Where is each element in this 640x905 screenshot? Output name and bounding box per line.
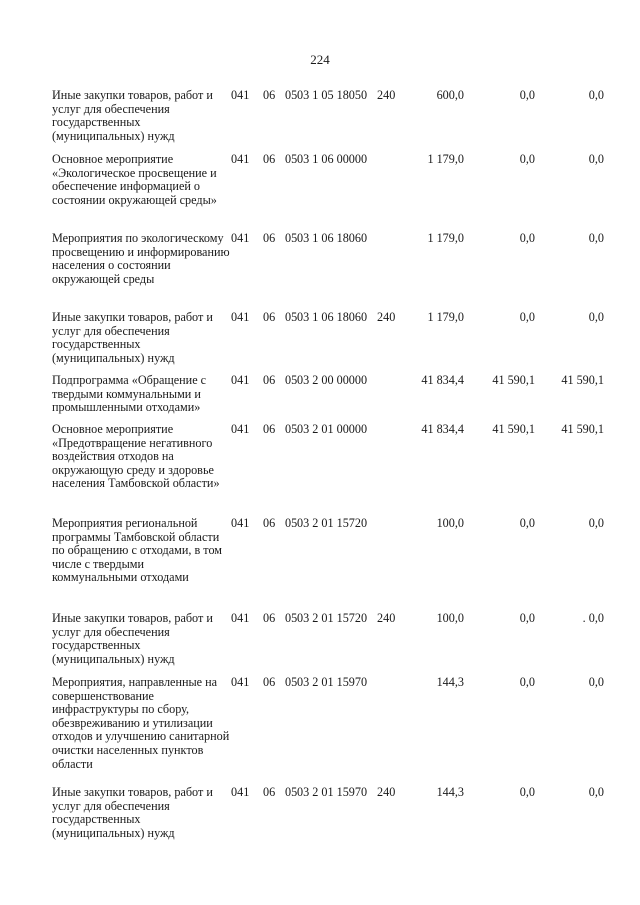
amount-year-1: 100,0 <box>436 611 464 625</box>
amount-year-3: 0,0 <box>588 785 604 799</box>
amount-year-2: 41 590,1 <box>492 373 535 387</box>
ministry-code: 041 <box>231 231 250 245</box>
subsection-code: 05 <box>285 675 298 689</box>
target-article-code: 03 2 01 15720 <box>297 516 368 530</box>
expense-type-code: 240 <box>377 611 396 625</box>
subsection-code: 05 <box>285 231 298 245</box>
amount-year-2: 0,0 <box>519 516 535 530</box>
ministry-code: 041 <box>231 373 250 387</box>
section-code: 06 <box>263 785 276 799</box>
row-name: Иные закупки товаров, работ и услуг для обеспечения государственных (муниципальных) нужд <box>52 310 213 365</box>
target-article-code: 03 1 05 18050 <box>297 88 368 102</box>
expense-type-code: 240 <box>377 310 396 324</box>
row-name: Основное мероприятие «Экологическое просвещение и обеспечение информацией о состоянии окружающей среды» <box>52 152 217 207</box>
ministry-code: 041 <box>231 310 250 324</box>
section-code: 06 <box>263 88 276 102</box>
amount-year-1: 144,3 <box>436 675 464 689</box>
row-name: Иные закупки товаров, работ и услуг для обеспечения государственных (муниципальных) нужд <box>52 785 213 840</box>
target-article-code: 03 1 06 18060 <box>297 310 368 324</box>
amount-year-3: 0,0 <box>588 231 604 245</box>
section-code: 06 <box>263 422 276 436</box>
amount-year-1: 600,0 <box>436 88 464 102</box>
amount-year-1: 144,3 <box>436 785 464 799</box>
amount-year-2: 41 590,1 <box>492 422 535 436</box>
amount-year-3: 0,0 <box>588 88 604 102</box>
subsection-code: 05 <box>285 785 298 799</box>
row-name: Подпрограмма «Обращение с твердыми коммунальными и промышленными отходами» <box>52 373 207 415</box>
target-article-code: 03 2 01 15970 <box>297 785 368 799</box>
section-code: 06 <box>263 152 276 166</box>
target-article-code: 03 1 06 18060 <box>297 231 368 245</box>
amount-year-2: 0,0 <box>519 310 535 324</box>
subsection-code: 05 <box>285 516 298 530</box>
row-name: Основное мероприятие «Предотвращение негативного воздействия отходов на окружающую среду и здоровье населения Тамбовской области» <box>52 422 220 491</box>
ministry-code: 041 <box>231 152 250 166</box>
target-article-code: 03 2 01 15970 <box>297 675 368 689</box>
section-code: 06 <box>263 373 276 387</box>
expense-type-code: 240 <box>377 88 396 102</box>
ministry-code: 041 <box>231 675 250 689</box>
ministry-code: 041 <box>231 785 250 799</box>
amount-year-1: 41 834,4 <box>421 422 464 436</box>
subsection-code: 05 <box>285 152 298 166</box>
amount-year-3: 0,0 <box>588 310 604 324</box>
amount-year-2: 0,0 <box>519 231 535 245</box>
amount-year-2: 0,0 <box>519 675 535 689</box>
amount-year-3: 0,0 <box>588 675 604 689</box>
target-article-code: 03 2 01 15720 <box>297 611 368 625</box>
ministry-code: 041 <box>231 516 250 530</box>
section-code: 06 <box>263 611 276 625</box>
amount-year-2: 0,0 <box>519 611 535 625</box>
target-article-code: 03 2 01 00000 <box>297 422 368 436</box>
amount-year-3: 0,0 <box>588 516 604 530</box>
section-code: 06 <box>263 675 276 689</box>
target-article-code: 03 2 00 00000 <box>297 373 368 387</box>
amount-year-2: 0,0 <box>519 785 535 799</box>
expense-type-code: 240 <box>377 785 396 799</box>
subsection-code: 05 <box>285 310 298 324</box>
section-code: 06 <box>263 516 276 530</box>
amount-year-1: 100,0 <box>436 516 464 530</box>
row-name: Мероприятия, направленные на совершенствование инфраструктуры по сбору, обезвреживанию и утилизации отходов и улучшению санитарной очистки населенных пунктов области <box>52 675 230 771</box>
section-code: 06 <box>263 231 276 245</box>
amount-year-3: 41 590,1 <box>561 373 604 387</box>
amount-year-3: 0,0 <box>588 152 604 166</box>
ministry-code: 041 <box>231 611 250 625</box>
amount-year-1: 1 179,0 <box>427 152 464 166</box>
row-name: Мероприятия региональной программы Тамбовской области по обращению с отходами, в том числе с твердыми коммунальными отходами <box>52 516 223 585</box>
section-code: 06 <box>263 310 276 324</box>
amount-year-3: . 0,0 <box>582 611 604 625</box>
amount-year-3: 41 590,1 <box>561 422 604 436</box>
amount-year-2: 0,0 <box>519 88 535 102</box>
subsection-code: 05 <box>285 88 298 102</box>
ministry-code: 041 <box>231 422 250 436</box>
row-name: Иные закупки товаров, работ и услуг для обеспечения государственных (муниципальных) нужд <box>52 611 213 666</box>
subsection-code: 05 <box>285 611 298 625</box>
amount-year-1: 1 179,0 <box>427 231 464 245</box>
amount-year-2: 0,0 <box>519 152 535 166</box>
amount-year-1: 41 834,4 <box>421 373 464 387</box>
target-article-code: 03 1 06 00000 <box>297 152 368 166</box>
row-name: Иные закупки товаров, работ и услуг для обеспечения государственных (муниципальных) нужд <box>52 88 213 143</box>
row-name: Мероприятия по экологическому просвещению и информированию населения о состоянии окружающей среды <box>52 231 230 286</box>
subsection-code: 05 <box>285 422 298 436</box>
subsection-code: 05 <box>285 373 298 387</box>
amount-year-1: 1 179,0 <box>427 310 464 324</box>
ministry-code: 041 <box>231 88 250 102</box>
page-number: 224 <box>310 52 330 67</box>
